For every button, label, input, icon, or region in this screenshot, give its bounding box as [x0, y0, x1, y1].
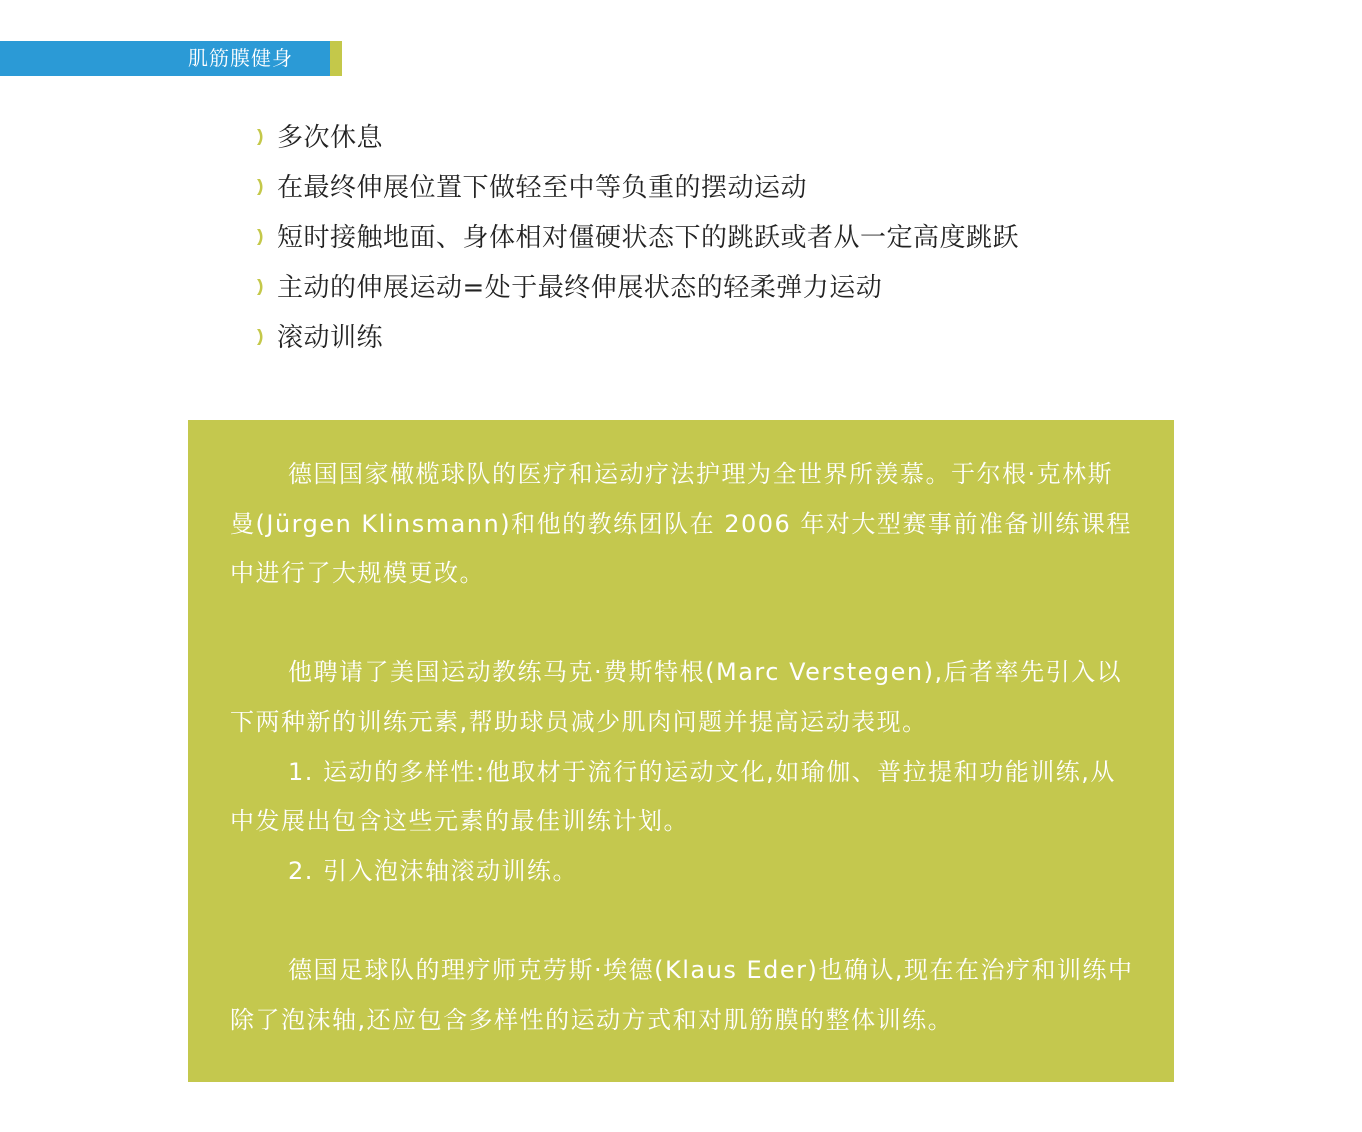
- section-title: 肌筋膜健身: [188, 46, 293, 70]
- info-paragraph: 德国国家橄榄球队的医疗和运动疗法护理为全世界所羡慕。于尔根·克林斯曼(Jürgen Klinsmann)和他的教练团队在 2006 年对大型赛事前准备训练课程中进行了大规模更改。: [230, 460, 1132, 588]
- list-item: [256, 215, 1019, 265]
- bullet-list: [256, 115, 1019, 365]
- info-paragraph: 他聘请了美国运动教练马克·费斯特根(Marc Verstegen),后者率先引入以下两种新的训练元素,帮助球员减少肌肉问题并提高运动表现。: [230, 658, 1123, 736]
- chevron-bullet-icon: [256, 127, 264, 147]
- list-item-text: 在最终伸展位置下做轻至中等负重的摆动运动: [277, 173, 808, 203]
- info-paragraph: 2. 引入泡沫轴滚动训练。: [288, 856, 579, 885]
- info-paragraph: 1. 运动的多样性:他取材于流行的运动文化,如瑜伽、普拉提和功能训练,从中发展出包含这些元素的最佳训练计划。: [230, 757, 1116, 836]
- header-accent: [330, 41, 342, 76]
- list-item-text: 主动的伸展运动=处于最终伸展状态的轻柔弹力运动: [277, 273, 883, 303]
- info-box-text: [230, 450, 1138, 1045]
- list-item: [256, 315, 1019, 365]
- list-item-text: 多次休息: [277, 123, 384, 153]
- info-paragraph: 德国足球队的理疗师克劳斯·埃德(Klaus Eder)也确认,现在在治疗和训练中除了泡沫轴,还应包含多样性的运动方式和对肌筋膜的整体训练。: [230, 955, 1134, 1034]
- chevron-bullet-icon: [256, 177, 264, 197]
- chevron-bullet-icon: [256, 327, 264, 347]
- chevron-bullet-icon: [256, 277, 264, 297]
- list-item: [256, 265, 1019, 315]
- list-item: [256, 165, 1019, 215]
- list-item-text: 滚动训练: [277, 323, 384, 353]
- info-box: [188, 420, 1174, 1082]
- chevron-bullet-icon: [256, 227, 264, 247]
- list-item: [256, 115, 1019, 165]
- list-item-text: 短时接触地面、身体相对僵硬状态下的跳跃或者从一定高度跳跃: [277, 223, 1020, 253]
